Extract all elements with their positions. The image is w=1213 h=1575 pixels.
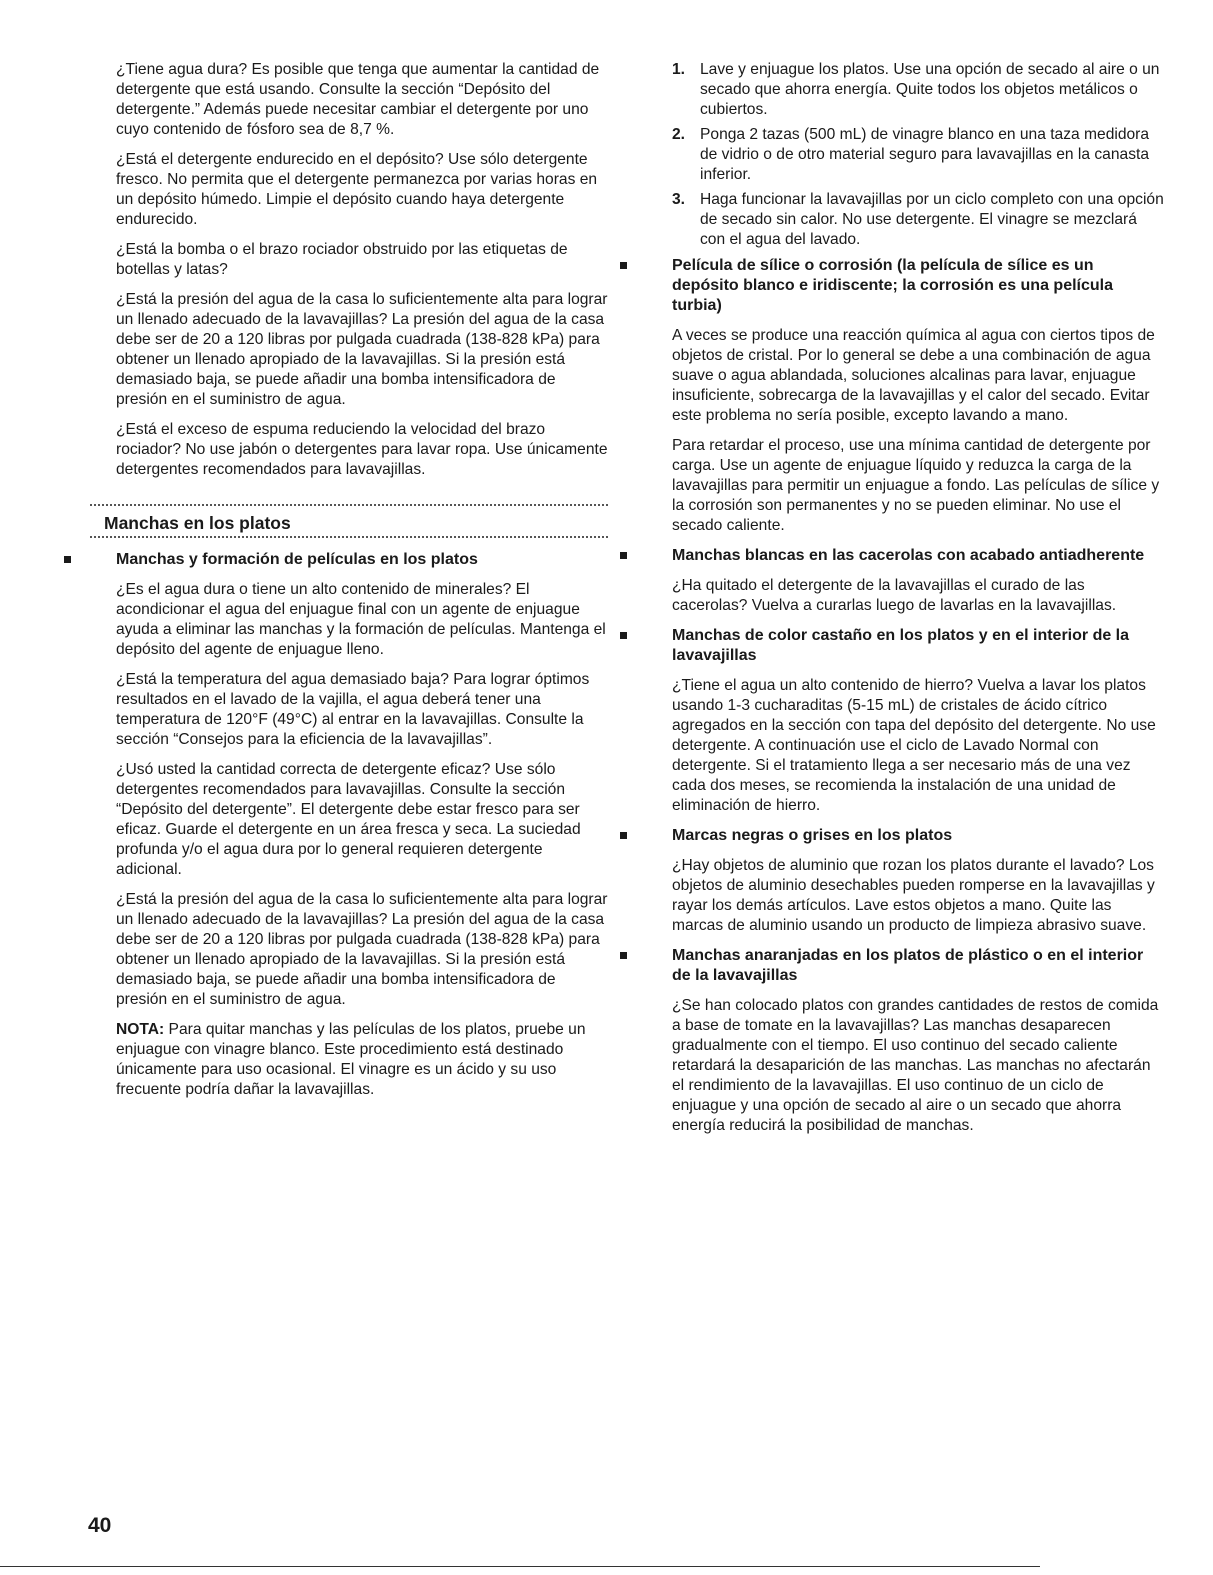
nota-label: NOTA: xyxy=(116,1021,165,1038)
spots-bullet xyxy=(116,550,608,1100)
paragraph-minerals: ¿Es el agua dura o tiene un alto contenido de minerales? El acondicionar el agua del enjuague final con un agente de enjuague ayuda a eliminar las manchas y la formación de películas. Mantenga el depósito del agente de enjuague lleno. xyxy=(116,581,606,658)
bullet-title: Marcas negras o grises en los platos xyxy=(672,827,953,844)
step-text: Haga funcionar la lavavajillas por un ciclo completo con una opción de secado sin calor. No use detergente. El vinagre se mezclará con el agua del lavado. xyxy=(700,191,1164,248)
bullet-heading xyxy=(672,946,1164,986)
paragraph-tomato: ¿Se han colocado platos con grandes cantidades de restos de comida a base de tomate en la lavavajillas? Las manchas desaparecen gradualmente con el tiempo. El uso continuo del secado caliente retardará la desaparición de las manchas. Las manchas no afectarán el rendimiento de la lavavajillas. El uso continuo de un ciclo de enjuague y una opción de secado al aire o un secado que ahorra energía reducirá la posibilidad de manchas. xyxy=(672,997,1159,1134)
section-title: Manchas en los platos xyxy=(104,513,291,533)
paragraph-pump-blocked: ¿Está la bomba o el brazo rociador obstruido por las etiquetas de botellas y latas? xyxy=(116,241,568,278)
nonstick-bullet xyxy=(672,546,1164,616)
bullet-heading xyxy=(672,256,1164,316)
bullet-heading xyxy=(672,546,1164,566)
left-column xyxy=(104,60,608,1110)
paragraph-hardened-detergent: ¿Está el detergente endurecido en el depósito? Use sólo detergente fresco. No permita que el detergente permanezca por varias horas en un depósito húmedo. Limpie el depósito cuando haya detergente endurecido. xyxy=(116,151,598,228)
bullet-heading xyxy=(672,826,1164,846)
paragraph-hard-water: ¿Tiene agua dura? Es posible que tenga que aumentar la cantidad de detergente que está usando. Consulte la sección “Depósito del detergente.” Además puede necesitar cambiar el detergente por uno cuyo contenido de fósforo sea de 8,7 %. xyxy=(116,61,600,138)
paragraph-excess-foam: ¿Está el exceso de espuma reduciendo la velocidad del brazo rociador? No use jabón o detergentes para lavar ropa. Use únicamente detergentes recomendados para lavavajillas. xyxy=(116,421,608,478)
paragraph-iron: ¿Tiene el agua un alto contenido de hierro? Vuelva a lavar los platos usando 1-3 cucharaditas (5-15 mL) de cristales de ácido cítrico agregados en la sección con tapa del depósito del detergente. No use detergente. A continuación use el ciclo de Lavado Normal con detergente. Si el tratamiento llega a ser necesario más de una vez cada dos meses, se recomienda la instalación de una unidad de eliminación de hierro. xyxy=(672,677,1156,814)
paragraph-detergent-amount: ¿Usó usted la cantidad correcta de detergente eficaz? Use sólo detergentes recomendados para lavavajillas. Consulte la sección “Depósito del detergente”. El detergente debe estar fresco para ser eficaz. Guarde el detergente en un área fresca y seca. La suciedad profunda y/o el agua dura por lo general requieren detergente adicional. xyxy=(116,761,581,878)
paragraph-temperature: ¿Está la temperatura del agua demasiado baja? Para lograr óptimos resultados en el lavado de la vajilla, el agua deberá tener una temperatura de 120°F (49°C) al entrar en la lavavajillas. Consulte la sección “Consejos para la eficiencia de la lavavajillas”. xyxy=(116,671,590,748)
silica-bullet xyxy=(672,256,1164,536)
step-text: Lave y enjuague los platos. Use una opción de secado al aire o un secado que ahorra energía. Quite todos los objetos metálicos o cubiertos. xyxy=(700,61,1160,118)
bullet-title: Manchas anaranjadas en los platos de plástico o en el interior de la lavavajillas xyxy=(672,947,1144,984)
step-number: 3. xyxy=(672,191,686,208)
bullet-square-icon xyxy=(620,552,627,559)
bullet-title: Manchas blancas en las cacerolas con acabado antiadherente xyxy=(672,547,1145,564)
bottom-rule xyxy=(0,1566,1040,1567)
bullet-heading xyxy=(116,550,608,570)
paragraph-nonstick: ¿Ha quitado el detergente de la lavavajillas el curado de las cacerolas? Vuelva a curarlas luego de lavarlas en la lavavajillas. xyxy=(672,577,1117,614)
bullet-square-icon xyxy=(620,262,627,269)
nota-paragraph xyxy=(116,1020,608,1100)
paragraph-silica-2: Para retardar el proceso, use una mínima cantidad de detergente por carga. Use un agente de enjuague líquido y reduzca la carga de la lavavajillas para permitir un enjuague a fondo. Las películas de sílice y la corrosión son permanentes y no se pueden eliminar. No use el secado caliente. xyxy=(672,437,1160,534)
black-marks-bullet xyxy=(672,826,1164,936)
orange-stains-bullet xyxy=(672,946,1164,1136)
step-item xyxy=(672,190,1164,250)
bullet-square-icon xyxy=(620,832,627,839)
section-header xyxy=(90,504,610,538)
step-item xyxy=(672,60,1164,120)
paragraph-water-pressure: ¿Está la presión del agua de la casa lo suficientemente alta para lograr un llenado adecuado de la lavavajillas? La presión del agua de la casa debe ser de 20 a 120 libras por pulgada cuadrada (138-828 kPa) para obtener un llenado apropiado de la lavavajillas. Si la presión está demasiado baja, se puede añadir una bomba intensificadora de presión en el suministro de agua. xyxy=(116,291,608,408)
paragraph-water-pressure-2: ¿Está la presión del agua de la casa lo suficientemente alta para lograr un llenado adecuado de la lavavajillas? La presión del agua de la casa debe ser de 20 a 120 libras por pulgada cuadrada (138-828 kPa) para obtener un llenado apropiado de la lavavajillas. Si la presión está demasiado baja, se puede añadir una bomba intensificadora de presión en el suministro de agua. xyxy=(116,891,608,1008)
page-number: 40 xyxy=(88,1514,112,1537)
bullet-title: Manchas de color castaño en los platos y en el interior de la lavavajillas xyxy=(672,627,1130,664)
paragraph-silica-1: A veces se produce una reacción química al agua con ciertos tipos de objetos de cristal. Por lo general se debe a una combinación de agua suave o agua ablandada, soluciones alcalinas para lavar, enjuague insuficiente, sobrecarga de la lavavajillas y el calor del secado. Evitar este problema no sería posible, excepto lavando a mano. xyxy=(672,327,1155,424)
brown-stains-bullet xyxy=(672,626,1164,816)
bullet-title: Manchas y formación de películas en los platos xyxy=(116,551,478,568)
paragraph-aluminum: ¿Hay objetos de aluminio que rozan los platos durante el lavado? Los objetos de aluminio desechables pueden romperse en la lavavajillas y rayar los demás artículos. Lave estos objetos a mano. Quite las marcas de aluminio usando un producto de limpieza abrasivo suave. xyxy=(672,857,1155,934)
bullet-title: Película de sílice o corrosión (la película de sílice es un depósito blanco e iridiscente; la corrosión es una película turbia) xyxy=(672,257,1113,314)
bullet-square-icon xyxy=(620,632,627,639)
step-item xyxy=(672,125,1164,185)
step-number: 2. xyxy=(672,126,686,143)
bullet-square-icon xyxy=(620,952,627,959)
right-column xyxy=(672,60,1164,1146)
bullet-heading xyxy=(672,626,1164,666)
step-text: Ponga 2 tazas (500 mL) de vinagre blanco en una taza medidora de vidrio o de otro material seguro para lavavajillas en la canasta inferior. xyxy=(700,126,1150,183)
bullet-square-icon xyxy=(64,556,71,563)
nota-text: Para quitar manchas y las películas de los platos, pruebe un enjuague con vinagre blanco. Este procedimiento está destinado únicamente para uso ocasional. El vinagre es un ácido y su uso frecuente podría dañar la lavavajillas. xyxy=(116,1021,586,1098)
step-number: 1. xyxy=(672,61,686,78)
divider-bottom xyxy=(90,536,610,538)
vinegar-steps xyxy=(672,60,1164,250)
